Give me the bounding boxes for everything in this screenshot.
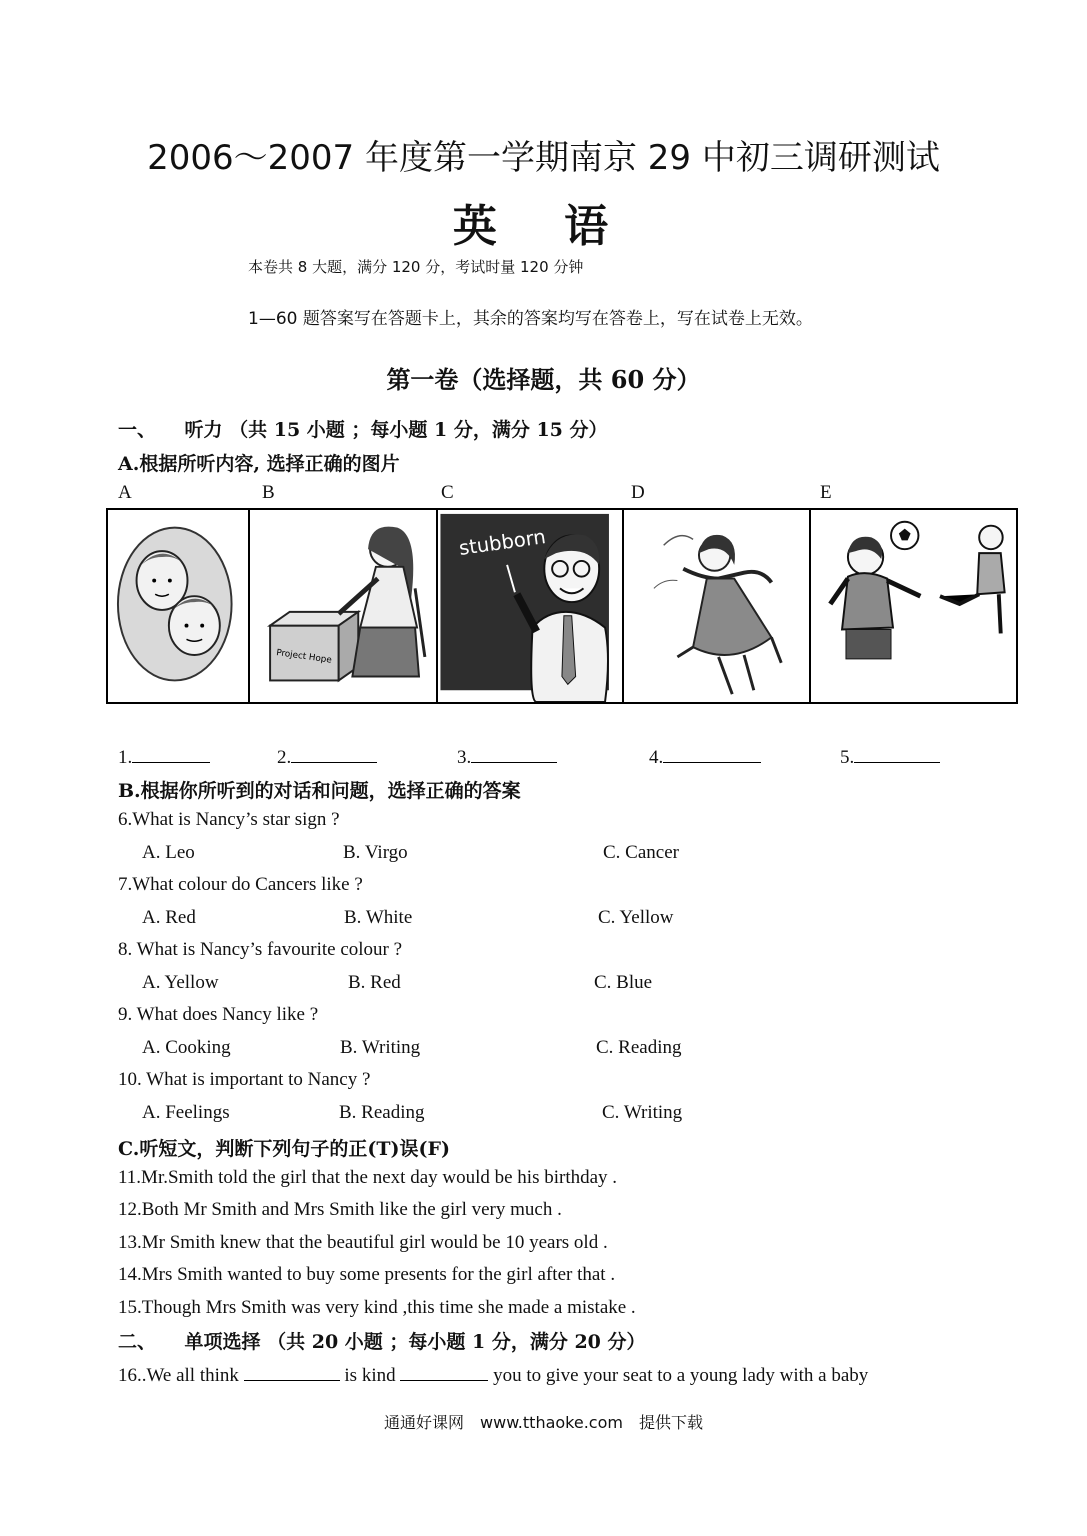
question-16 <box>118 1362 868 1387</box>
picture-letter-e: E <box>820 482 832 503</box>
picture-letter-a: A <box>118 482 132 503</box>
blank-line[interactable] <box>471 744 557 763</box>
q10-option-b[interactable]: B. Reading <box>339 1102 425 1123</box>
q7-option-b[interactable]: B. White <box>344 907 413 928</box>
blank-line[interactable] <box>854 744 940 763</box>
statement-14: 14.Mrs Smith wanted to buy some presents for the girl after that . <box>118 1264 616 1285</box>
two-boys-illustration <box>108 510 248 702</box>
answer-instruction: 1—60 题答案写在答题卡上，其余的答案均写在答卷上，写在试卷上无效。 <box>248 309 813 329</box>
q7-option-a[interactable]: A. Red <box>142 907 196 928</box>
statement-13: 13.Mr Smith knew that the beautiful girl would be 10 years old . <box>118 1232 608 1253</box>
blank-number: 4. <box>649 747 664 768</box>
q9-option-a[interactable]: A. Cooking <box>142 1037 231 1058</box>
picture-b-girl-donating <box>250 510 437 702</box>
q16-blank-2[interactable] <box>400 1362 488 1381</box>
section-two-heading: 二、 单项选择 （共 20 小题 ；每小题 1 分，满分 20 分） <box>118 1331 646 1353</box>
q6-option-c[interactable]: C. Cancer <box>603 842 679 863</box>
blank-number: 1. <box>118 747 133 768</box>
question-8: 8. What is Nancy’s favourite colour ? <box>118 939 403 960</box>
part-one-title: 第一卷（选择题，共 60 分） <box>386 365 701 394</box>
q7-option-c[interactable]: C. Yellow <box>598 907 674 928</box>
picture-letter-c: C <box>441 482 454 503</box>
q6-option-a[interactable]: A. Leo <box>142 842 195 863</box>
ballot-box-label: Project Hope <box>275 648 333 666</box>
blank-number: 3. <box>457 747 472 768</box>
picture-a-two-boys <box>108 510 250 702</box>
picture-e-boys-football <box>811 510 1016 702</box>
q16-blank-1[interactable] <box>244 1362 340 1381</box>
subject-title: 英 语 <box>452 201 635 252</box>
blank-number: 5. <box>840 747 855 768</box>
question-7: 7.What colour do Cancers like ? <box>118 874 363 895</box>
q9-option-b[interactable]: B. Writing <box>340 1037 421 1058</box>
picture-table <box>106 508 1018 704</box>
q16-suffix: you to give your seat to a young lady with a baby <box>493 1365 869 1386</box>
answer-blank-5[interactable] <box>840 744 940 769</box>
question-10: 10. What is important to Nancy ? <box>118 1069 371 1090</box>
boys-football-illustration <box>811 510 1016 702</box>
picture-c-teacher-blackboard <box>438 510 624 702</box>
q8-option-a[interactable]: A. Yellow <box>142 972 219 993</box>
blank-number: 2. <box>277 747 292 768</box>
q10-option-a[interactable]: A. Feelings <box>142 1102 230 1123</box>
blank-line[interactable] <box>663 744 761 763</box>
part-c-heading: C.听短文，判断下列句子的正(T)误(F) <box>118 1138 450 1160</box>
q6-option-b[interactable]: B. Virgo <box>343 842 408 863</box>
statement-12: 12.Both Mr Smith and Mrs Smith like the girl very much . <box>118 1199 562 1220</box>
q8-option-b[interactable]: B. Red <box>348 972 401 993</box>
blank-line[interactable] <box>291 744 377 763</box>
q10-option-c[interactable]: C. Writing <box>602 1102 683 1123</box>
q16-mid: is kind <box>344 1365 396 1386</box>
answer-blank-4[interactable] <box>649 744 761 769</box>
question-6: 6.What is Nancy’s star sign ? <box>118 809 340 830</box>
statement-11: 11.Mr.Smith told the girl that the next day would be his birthday . <box>118 1167 618 1188</box>
question-9: 9. What does Nancy like ? <box>118 1004 319 1025</box>
q8-option-c[interactable]: C. Blue <box>594 972 653 993</box>
section-one-heading: 一、 听力 （共 15 小题 ；每小题 1 分，满分 15 分） <box>118 419 608 441</box>
blackboard-word: stubborn <box>457 525 547 561</box>
q9-option-c[interactable]: C. Reading <box>596 1037 682 1058</box>
part-b-heading: B.根据你所听到的对话和问题，选择正确的答案 <box>118 780 521 802</box>
exam-title: 2006～2007 年度第一学期南京 29 中初三调研测试 <box>147 138 940 178</box>
blank-line[interactable] <box>132 744 210 763</box>
answer-blank-1[interactable] <box>118 744 210 769</box>
girl-donating-illustration <box>250 510 435 702</box>
q16-prefix: 16..We all think <box>118 1365 239 1386</box>
picture-letter-b: B <box>262 482 275 503</box>
answer-blank-3[interactable] <box>457 744 557 769</box>
picture-d-girl-dancing <box>624 510 811 702</box>
page-footer: 通通好课网 www.tthaoke.com 提供下载 <box>384 1413 703 1432</box>
picture-letter-d: D <box>631 482 645 503</box>
part-a-heading: A.根据所听内容, 选择正确的图片 <box>118 453 400 475</box>
girl-dancing-illustration <box>624 510 809 702</box>
statement-15: 15.Though Mrs Smith was very kind ,this time she made a mistake . <box>118 1297 636 1318</box>
teacher-blackboard-illustration <box>438 510 622 702</box>
answer-blank-2[interactable] <box>277 744 377 769</box>
exam-info: 本卷共 8 大题，满分 120 分，考试时量 120 分钟 <box>248 258 584 276</box>
